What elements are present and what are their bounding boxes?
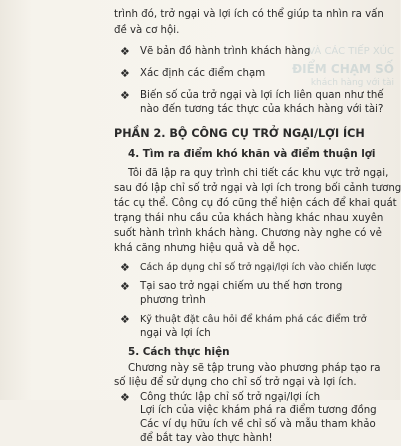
- paragraph-line: đề và cơ hội.: [114, 25, 180, 36]
- list-item: Tại sao trở ngại chiếm ưu thế hơn trong: [140, 281, 343, 292]
- list-item: Cách áp dụng chỉ số trở ngại/lợi ích vào chiến lược: [140, 262, 377, 273]
- paragraph-line: số liệu để sử dụng cho chỉ số trở ngại và lợi ích.: [114, 377, 357, 388]
- list-item-continuation: để bắt tay vào thực hành!: [140, 433, 273, 444]
- part-heading: PHẦN 2. BỘ CÔNG CỤ TRỞ NGẠI/LỢI ÍCH: [114, 127, 365, 140]
- paragraph-line: trạng thái nhu cầu của khách hàng khác nhau xuyên: [114, 213, 384, 224]
- list-item: Công thức lập chỉ số trở ngại/lợi ích: [140, 392, 321, 403]
- bullet-icon: ❖: [120, 280, 130, 293]
- list-item: Vẽ bản đồ hành trình khách hàng: [140, 46, 311, 57]
- bleed-through-text: khách hàng với tài: [310, 78, 394, 88]
- section-heading: 5. Cách thực hiện: [128, 346, 230, 358]
- bullet-icon: ❖: [120, 89, 130, 102]
- paragraph-line: Tôi đã lập ra quy trình chi tiết các khu vực trở ngại,: [128, 168, 389, 179]
- bleed-through-text: ĐIỂM CHẠM SỐ: [292, 62, 394, 76]
- list-item: Lợi ích của việc khám phá ra điểm tương đồng: [140, 405, 377, 416]
- bullet-icon: ❖: [120, 313, 130, 326]
- paragraph-line: khá căng nhưng hiệu quả và dễ học.: [114, 243, 301, 254]
- bullet-icon: ❖: [120, 67, 130, 80]
- bullet-icon: ❖: [120, 45, 130, 58]
- list-item: Kỹ thuật đặt câu hỏi để khám phá các điểm trở: [140, 314, 367, 325]
- bleed-through-text: VÀ CÁC TIẾP XÚC: [308, 46, 394, 57]
- list-item: Biến số của trở ngại và lợi ích liên quan như thế: [140, 90, 384, 101]
- paragraph-line: trình đó, trở ngại và lợi ích có thể giúp ta nhìn ra vấn: [114, 9, 384, 20]
- list-item-continuation: nào đến tương tác thực của khách hàng với tài?: [140, 104, 384, 115]
- paragraph-line: Chương này sẽ tập trung vào phương pháp tạo ra: [128, 363, 381, 374]
- paragraph-line: tác cụ thể. Công cụ đó cũng thể hiện cách để khai quát: [114, 198, 397, 209]
- section-heading: 4. Tìm ra điểm khó khăn và điểm thuận lợi: [128, 148, 376, 160]
- bullet-icon: ❖: [120, 261, 130, 274]
- bullet-icon: ❖: [120, 391, 130, 404]
- paragraph-line: suốt hành trình khách hàng. Chương này nghe có vẻ: [114, 228, 382, 239]
- list-item-continuation: ngại và lợi ích: [140, 328, 211, 339]
- list-item-continuation: phương trình: [140, 295, 206, 306]
- list-item: Các ví dụ hữu ích về chỉ số và mẫu tham khảo: [140, 419, 376, 430]
- list-item: Xác định các điểm chạm: [140, 68, 266, 79]
- paragraph-line: sau đó lập chỉ số trở ngại và lợi ích trong bối cảnh tương: [114, 183, 401, 194]
